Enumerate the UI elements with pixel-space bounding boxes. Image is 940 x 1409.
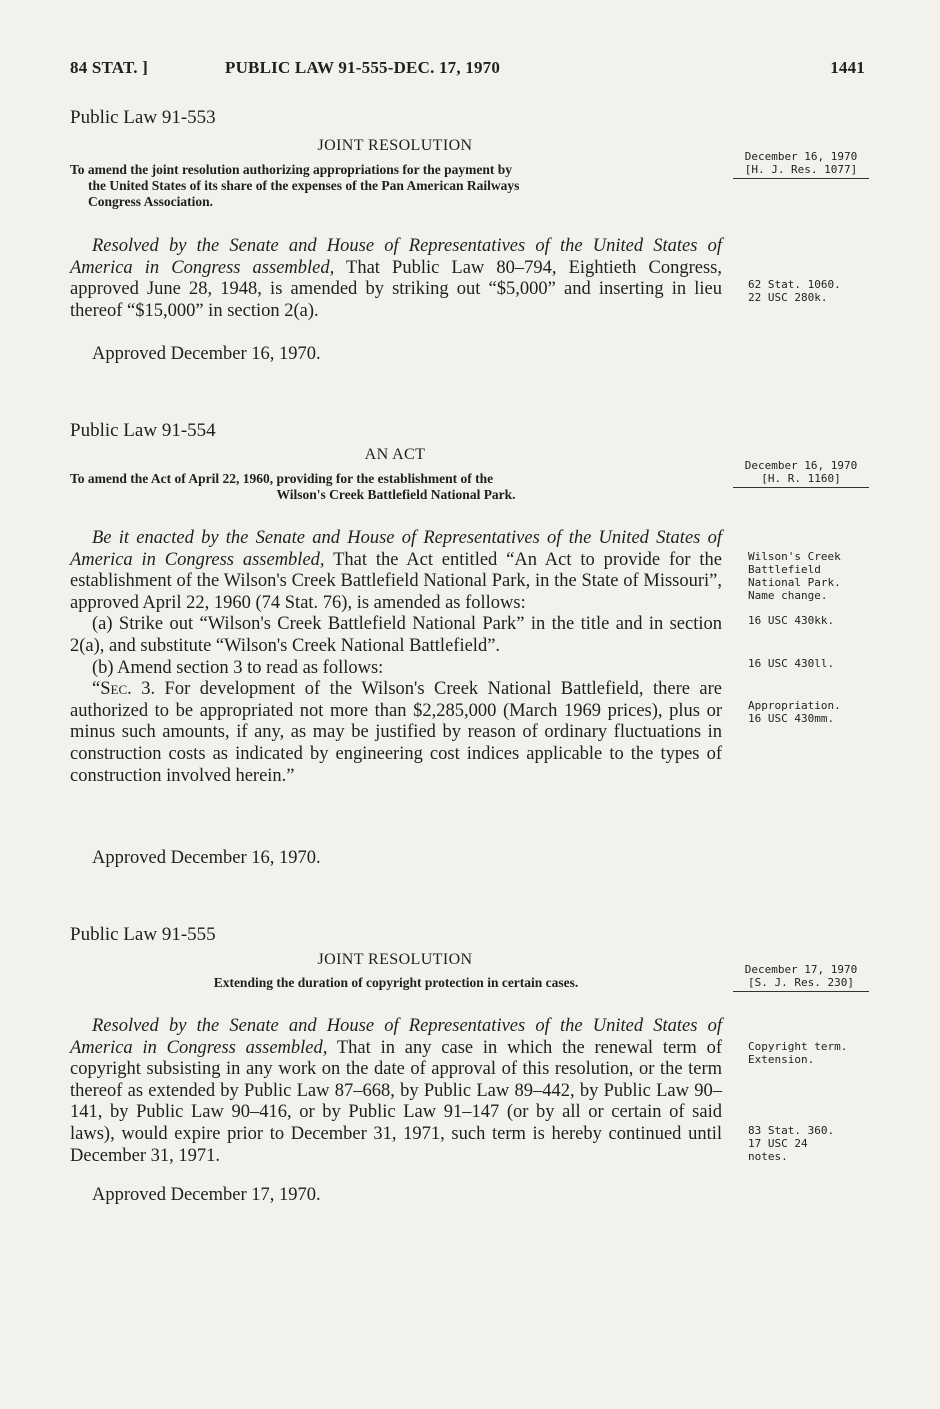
enacting-clause: Be it enacted by the Senate and House of Representatives of the United States of America in Congress assembled, (70, 528, 722, 570)
margin-date-box (733, 459, 869, 488)
act-type: JOINT RESOLUTION (317, 951, 473, 968)
running-header (70, 58, 865, 84)
citation-note: 62 Stat. 1060. (748, 278, 841, 291)
purpose-clause (70, 471, 722, 503)
law-title-91-555: Public Law 91-555 (70, 924, 216, 945)
approval-date: Approved December 16, 1970. (92, 344, 321, 364)
law-body (70, 1016, 722, 1167)
header-title: PUBLIC LAW 91-555-DEC. 17, 1970 (225, 58, 501, 77)
amendment-a: (a) Strike out “Wilson's Creek Battlefield National Park” in the title and in section 2(a), and substitute “Wilson's Creek National Battlefield”. (70, 614, 722, 656)
citation-note: 16 USC 430kk. (748, 614, 835, 627)
margin-date-box (733, 963, 869, 992)
enacting-clause: Resolved by the Senate and House of Representatives of the United States of America in Congress assembled, (70, 236, 722, 278)
section-text: For development of the Wilson's Creek National Battlefield, there are authorized to be appropriated not more than $2,285,000 (March 1969 prices), plus or minus such amounts, if any, as may be justified by reason of ordinary fluctuations in construction costs as indicated by engineering cost indices applicable to the types of construction involved herein.” (70, 679, 722, 786)
law-body (70, 528, 722, 787)
enactment-date: December 16, 1970 (744, 150, 858, 163)
subject-note: Name change. (748, 589, 828, 602)
margin-note (748, 614, 868, 627)
section-label: “Sec. 3. (92, 679, 156, 700)
purpose-line: Congress Association. (88, 194, 214, 209)
law-body (70, 236, 722, 322)
approval-date: Approved December 16, 1970. (92, 848, 321, 868)
margin-note (748, 550, 868, 602)
law-title-91-553: Public Law 91-553 (70, 107, 216, 128)
margin-note (748, 1124, 868, 1163)
approval-date: Approved December 17, 1970. (92, 1185, 321, 1205)
citation-note: 83 Stat. 360. (748, 1124, 835, 1137)
law-title-91-554: Public Law 91-554 (70, 420, 216, 441)
margin-note (748, 1040, 868, 1066)
purpose-line: the United States of its share of the expenses of the Pan American Railways (88, 178, 520, 193)
bill-number: [H. R. 1160] (733, 472, 869, 488)
subject-note: National Park. (748, 576, 841, 589)
citation-note: 17 USC 24 (748, 1137, 808, 1150)
law-text: That in any case in which the renewal term of copyright subsisting in any work on the date of approval of this resolution, or the term thereof as extended by Public Law 87–668, by Public Law 89–442, by Public Law 90–141, by Public Law 90–416, or by Public Law 91–147 (or by all or certain of said laws), would expire prior to December 31, 1971, such term is hereby continued until December 31, 1971. (70, 1037, 722, 1166)
page-number: 1441 (830, 58, 865, 77)
subject-note: Appropriation. (748, 699, 841, 712)
citation-note: 16 USC 430mm. (748, 712, 835, 725)
citation-note: 16 USC 430ll. (748, 657, 835, 670)
purpose-line: To amend the Act of April 22, 1960, providing for the establishment of the (70, 471, 494, 486)
purpose-clause (70, 975, 722, 991)
act-type: JOINT RESOLUTION (317, 137, 473, 154)
law-text: That the Act entitled “An Act to provide for the establishment of the Wilson's Creek Battlefield National Park, in the State of Missouri”, approved April 22, 1960 (74 Stat. 76), is amended as follows: (70, 549, 722, 613)
bill-number: [H. J. Res. 1077] (733, 163, 869, 179)
law-text: That Public Law 80–794, Eightieth Congress, approved June 28, 1948, is amended by striking out “$5,000” and inserting in lieu thereof “$15,000” in section 2(a). (70, 257, 722, 321)
citation-note: notes. (748, 1150, 788, 1163)
margin-date-box (733, 150, 869, 179)
margin-note (748, 657, 868, 670)
margin-note (748, 699, 868, 725)
subject-note: Battlefield (748, 563, 821, 576)
enactment-date: December 16, 1970 (744, 459, 858, 472)
amendment-b: (b) Amend section 3 to read as follows: (92, 657, 384, 678)
enacting-clause: Resolved by the Senate and House of Representatives of the United States of America in Congress assembled, (70, 1016, 722, 1058)
stat-reference: 84 STAT. ] (70, 58, 149, 77)
subject-note: Copyright term. (748, 1040, 848, 1053)
enactment-date: December 17, 1970 (744, 963, 858, 976)
subject-note: Wilson's Creek (748, 550, 841, 563)
margin-note (748, 278, 868, 304)
purpose-line: Wilson's Creek Battlefield National Park. (276, 487, 516, 502)
bill-number: [S. J. Res. 230] (733, 976, 869, 992)
purpose-clause (70, 162, 722, 210)
act-type: AN ACT (364, 446, 426, 463)
purpose-line: Extending the duration of copyright protection in certain cases. (213, 975, 579, 990)
purpose-line: To amend the joint resolution authorizing appropriations for the payment by (70, 162, 513, 177)
subject-note: Extension. (748, 1053, 815, 1066)
citation-note: 22 USC 280k. (748, 291, 828, 304)
